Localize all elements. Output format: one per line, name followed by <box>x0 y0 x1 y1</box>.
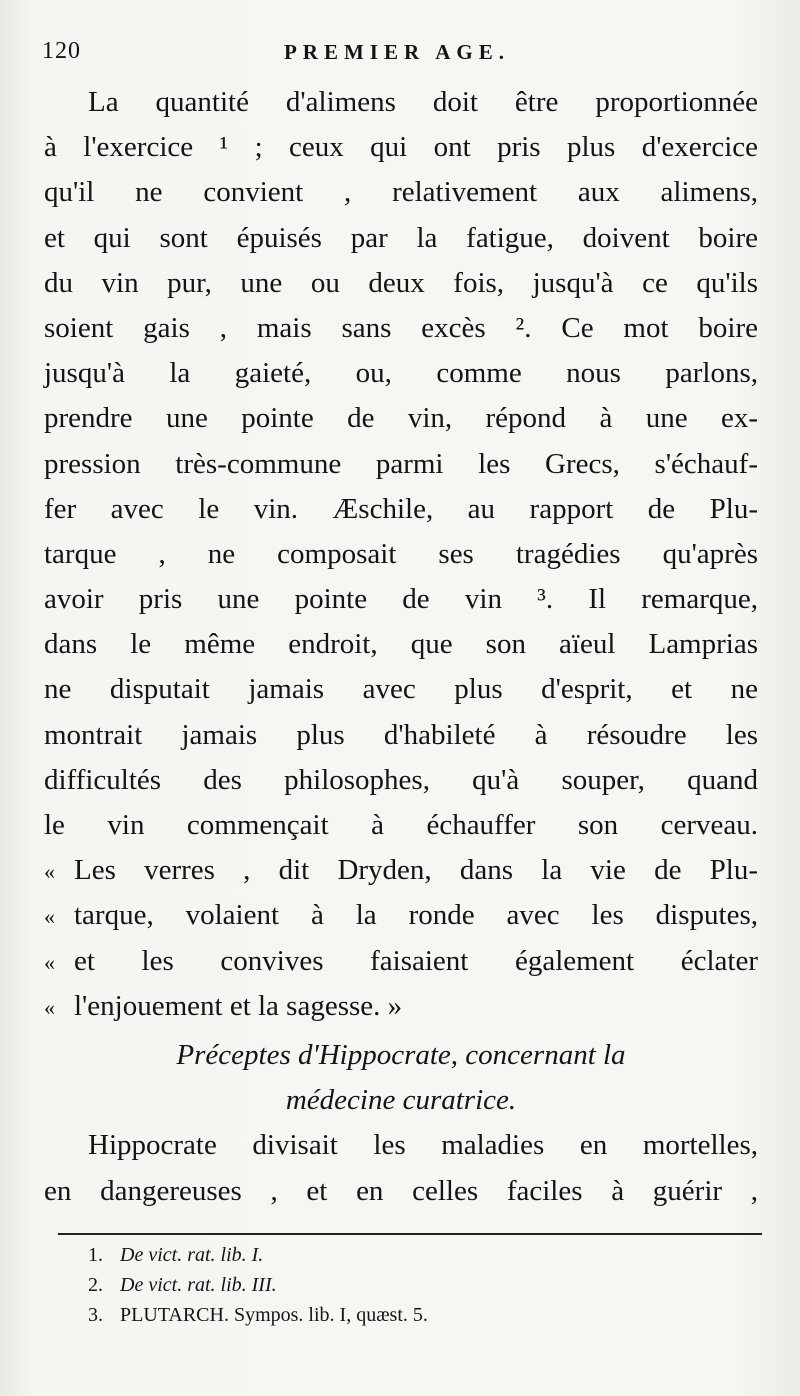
footnote <box>88 1270 738 1300</box>
text-line: pression très-commune parmi les Grecs, s'échauf- <box>44 447 758 480</box>
text-line: en dangereuses , et en celles faciles à guérir , <box>44 1174 758 1207</box>
quote-text: tarque, volaient à la ronde avec les disputes, <box>74 899 758 932</box>
text-line: dans le même endroit, que son aïeul Lamprias <box>44 628 758 661</box>
text-line: jusqu'à la gaieté, ou, comme nous parlons, <box>44 357 758 390</box>
quote-mark: « <box>44 859 55 885</box>
footnote <box>88 1300 738 1330</box>
footnote-rule <box>58 1233 762 1235</box>
quote-line <box>44 848 758 893</box>
text-line: Hippocrate divisait les maladies en mortelles, <box>88 1129 758 1162</box>
text-line: qu'il ne convient , relativement aux alimens, <box>44 176 758 209</box>
footnote-text: De vict. rat. lib. III. <box>120 1274 277 1296</box>
footnote-text: PLUTARCH. Sympos. lib. I, quæst. 5. <box>120 1304 428 1326</box>
text-line: du vin pur, une ou deux fois, jusqu'à ce qu'ils <box>44 266 758 299</box>
quote-mark: « <box>44 904 55 930</box>
text-line: La quantité d'alimens doit être proportionnée <box>88 86 758 118</box>
quote-line <box>44 984 758 1029</box>
footnotes <box>88 1240 738 1330</box>
text-line: et qui sont épuisés par la fatigue, doivent boire <box>44 221 758 254</box>
text-line: ne disputait jamais avec plus d'esprit, et ne <box>44 673 758 706</box>
text-line: soient gais , mais sans excès ². Ce mot boire <box>44 311 758 344</box>
quote-text: Les verres , dit Dryden, dans la vie de Plu- <box>74 854 758 887</box>
footnote-number: 3. <box>88 1304 103 1326</box>
text-line: tarque , ne composait ses tragédies qu'après <box>44 537 758 570</box>
quote-mark: « <box>44 949 55 975</box>
page-number: 120 <box>42 38 81 64</box>
quote-line <box>44 939 758 984</box>
quote-mark: « <box>44 994 55 1020</box>
section-heading: Préceptes d'Hippocrate, concernant la <box>176 1038 626 1071</box>
text-line: difficultés des philosophes, qu'à souper, quand <box>44 763 758 796</box>
footnote-number: 1. <box>88 1244 103 1266</box>
quote-text: l'enjouement et la sagesse. » <box>74 989 403 1022</box>
footnote-text: De vict. rat. lib. I. <box>120 1244 264 1266</box>
footnote-number: 2. <box>88 1274 103 1296</box>
text-line: le vin commençait à échauffer son cerveau. <box>44 809 758 841</box>
running-title: PREMIER AGE. <box>283 40 510 64</box>
section-heading-cont: médecine curatrice. <box>285 1084 517 1117</box>
footnote <box>88 1240 738 1270</box>
text-line: avoir pris une pointe de vin ³. Il remarque, <box>44 583 758 616</box>
quote-text: et les convives faisaient également éclater <box>74 944 758 977</box>
page-header <box>42 38 752 78</box>
body-text <box>44 80 758 1214</box>
text-line: prendre une pointe de vin, répond à une ex- <box>44 402 758 435</box>
text-line: à l'exercice ¹ ; ceux qui ont pris plus d'exercice <box>44 131 758 164</box>
text-line: montrait jamais plus d'habileté à résoudre les <box>44 718 758 751</box>
text-line: fer avec le vin. Æschile, au rapport de Plu- <box>44 492 758 525</box>
quote-line <box>44 893 758 938</box>
